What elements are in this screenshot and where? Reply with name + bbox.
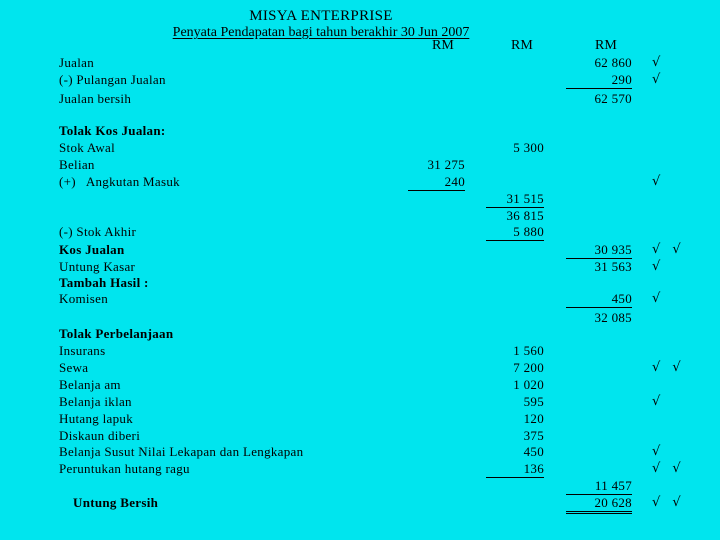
section-heading: Tolak Kos Jualan:	[59, 123, 166, 138]
row-label: (+) Angkutan Masuk	[59, 174, 180, 189]
row-label: Jualan	[59, 55, 95, 70]
column-header-rm-3: RM	[595, 38, 617, 53]
row-kos-jualan	[0, 241, 720, 258]
check-mark-icon: √	[652, 291, 665, 306]
amount-col3: 32 085	[594, 310, 632, 325]
amount-col3: 290	[566, 71, 632, 89]
row-untung-kasar	[0, 258, 720, 275]
row-label: Jualan bersih	[59, 91, 132, 106]
column-header-rm-2: RM	[511, 38, 533, 53]
amount-col2: 375	[523, 428, 544, 443]
row-pulangan-jualan	[0, 71, 720, 88]
amount-col2: 5 880	[486, 223, 544, 241]
row-belian	[0, 156, 720, 173]
row-stok-akhir	[0, 223, 720, 240]
amount-col2: 120	[523, 411, 544, 426]
row-tolak-perbelanjaan	[0, 325, 720, 342]
amount-col2: 595	[523, 394, 544, 409]
row-tambah-hasil	[0, 274, 720, 291]
amount-col3: 30 935	[566, 241, 632, 259]
row-belanja-iklan	[0, 393, 720, 410]
row-tolak-kos-jualan	[0, 122, 720, 139]
amount-col2: 7 200	[513, 360, 544, 375]
amount-col3: 31 563	[594, 259, 632, 274]
row-label: Belanja iklan	[59, 394, 132, 409]
check-mark-icon: √	[652, 394, 665, 409]
row-label: Untung Bersih	[73, 495, 159, 510]
row-label: (-) Pulangan Jualan	[59, 72, 166, 87]
row-label: Komisen	[59, 291, 109, 306]
amount-col2: 450	[523, 444, 544, 459]
row-label: Untung Kasar	[59, 259, 136, 274]
check-mark-icon: √	[652, 259, 665, 274]
amount-col3: 11 457	[566, 477, 632, 495]
check-mark-icon: √ √	[652, 495, 685, 510]
row-diskaun-diberi	[0, 427, 720, 444]
row-label: Kos Jualan	[59, 242, 125, 257]
amount-col2: 1 020	[513, 377, 544, 392]
row-komisen	[0, 290, 720, 307]
row-susut-nilai	[0, 443, 720, 460]
amount-col1: 240	[408, 173, 465, 191]
row-untung-bersih	[0, 494, 720, 511]
row-label: Hutang lapuk	[59, 411, 134, 426]
check-mark-icon: √	[652, 72, 665, 87]
row-label: Belian	[59, 157, 95, 172]
row-angkutan-masuk	[0, 173, 720, 190]
row-label: Sewa	[59, 360, 89, 375]
check-mark-icon: √	[652, 444, 665, 459]
row-label: Belanja am	[59, 377, 121, 392]
company-name: MISYA ENTERPRISE	[249, 8, 393, 24]
row-label: Peruntukan hutang ragu	[59, 461, 190, 476]
amount-col3: 20 628	[566, 494, 632, 514]
row-hutang-lapuk	[0, 410, 720, 427]
row-stok-awal	[0, 139, 720, 156]
row-label: Diskaun diberi	[59, 428, 141, 443]
amount-col3: 62 860	[594, 55, 632, 70]
check-mark-icon: √ √	[652, 461, 685, 476]
statement-title-text: Penyata Pendapatan bagi tahun berakhir 30 Jun 2007	[172, 25, 470, 40]
amount-col2: 1 560	[513, 343, 544, 358]
row-jualan	[0, 54, 720, 71]
check-mark-icon: √ √	[652, 360, 685, 375]
row-goods-available	[0, 207, 720, 224]
row-total-expenses	[0, 477, 720, 494]
row-label: Stok Awal	[59, 140, 116, 155]
check-mark-icon: √	[652, 174, 665, 189]
amount-col3: 62 570	[594, 91, 632, 106]
check-mark-icon: √	[652, 55, 665, 70]
row-belanja-am	[0, 376, 720, 393]
row-total-after-income	[0, 309, 720, 326]
amount-col2: 5 300	[513, 140, 544, 155]
section-heading: Tambah Hasil :	[59, 275, 149, 290]
amount-col2: 136	[486, 460, 544, 478]
row-label: Insurans	[59, 343, 106, 358]
row-hutang-ragu	[0, 460, 720, 477]
amount-col2: 31 515	[486, 190, 544, 208]
row-sewa	[0, 359, 720, 376]
check-mark-icon: √ √	[652, 242, 685, 257]
amount-col3: 450	[566, 290, 632, 308]
amount-col1: 31 275	[427, 157, 465, 172]
row-insurans	[0, 342, 720, 359]
column-header-rm-1: RM	[432, 38, 454, 53]
row-subtotal-purchases	[0, 190, 720, 207]
amount-col2: 36 815	[506, 208, 544, 223]
row-label: Belanja Susut Nilai Lekapan dan Lengkapan	[59, 444, 304, 459]
section-heading: Tolak Perbelanjaan	[59, 326, 174, 341]
row-label: (-) Stok Akhir	[59, 224, 137, 239]
row-jualan-bersih	[0, 90, 720, 107]
